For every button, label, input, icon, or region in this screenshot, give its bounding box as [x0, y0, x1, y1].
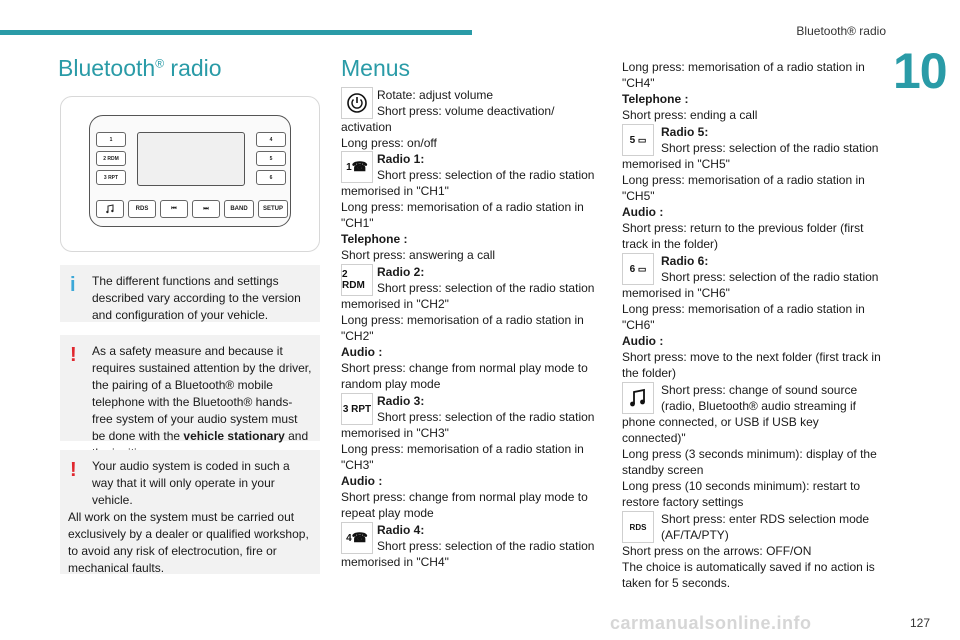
panel-display — [137, 132, 245, 186]
radio-2-rdm-icon: 2 RDM — [341, 264, 373, 296]
warning-icon: ! — [70, 344, 77, 366]
panel-band-button: BAND — [224, 200, 254, 218]
panel-button-1: 1 — [96, 132, 126, 147]
radio-panel-illustration — [60, 96, 320, 252]
warning-icon: ! — [70, 459, 77, 481]
radio-1-phone-icon: 1 ☎ — [341, 151, 373, 183]
menus-title: Menus — [341, 55, 411, 81]
panel-setup-button: SETUP — [258, 200, 288, 218]
safety-warning-note: ! As a safety measure and because it requires sustained attention by the driver, the pairing of a Bluetooth® mobile telephone with the Bluetooth® hands-free system of your audio system must be done with the vehicle stationary and — [60, 335, 320, 441]
music-note-icon — [622, 382, 654, 414]
panel-button-3: 3 RPT — [96, 170, 126, 185]
panel-rds-button: RDS — [128, 200, 156, 218]
panel-prev-button: ⏮ — [160, 200, 188, 218]
panel-next-button: ⏭ — [192, 200, 220, 218]
panel-music-button — [96, 200, 124, 218]
panel-button-5: 5 — [256, 151, 286, 166]
radio-4-phone-icon: 4 ☎ — [341, 522, 373, 554]
panel-button-6: 6 — [256, 170, 286, 185]
info-note: i The different functions and settings described vary according to the version and configuration of your vehicle. — [60, 265, 320, 322]
radio-6-icon: 6 ▭ — [622, 253, 654, 285]
section-title: Bluetooth® radio — [58, 55, 222, 81]
rds-icon: RDS — [622, 511, 654, 543]
power-knob-icon — [341, 87, 373, 119]
header-accent-bar — [0, 30, 472, 35]
radio-front-panel — [89, 115, 291, 227]
radio-5-icon: 5 ▭ — [622, 124, 654, 156]
info-icon: i — [70, 274, 76, 296]
radio-3-rpt-icon: 3 RPT — [341, 393, 373, 425]
music-note-icon — [105, 204, 115, 214]
watermark: carmanualsonline.info — [610, 613, 812, 633]
running-head: Bluetooth® radio — [796, 24, 886, 38]
coding-warning-note: ! Your audio system is coded in such a way that it will only operate in your vehicle. All work on the system must be carried out exclusively by a dealer or qualified workshop, to avoid any risk of electrocution, fire or mechanical faults. — [60, 450, 320, 574]
page-number: 127 — [909, 616, 930, 630]
panel-button-2: 2 RDM — [96, 151, 126, 166]
panel-button-4: 4 — [256, 132, 286, 147]
chapter-number: 10 — [893, 43, 947, 99]
